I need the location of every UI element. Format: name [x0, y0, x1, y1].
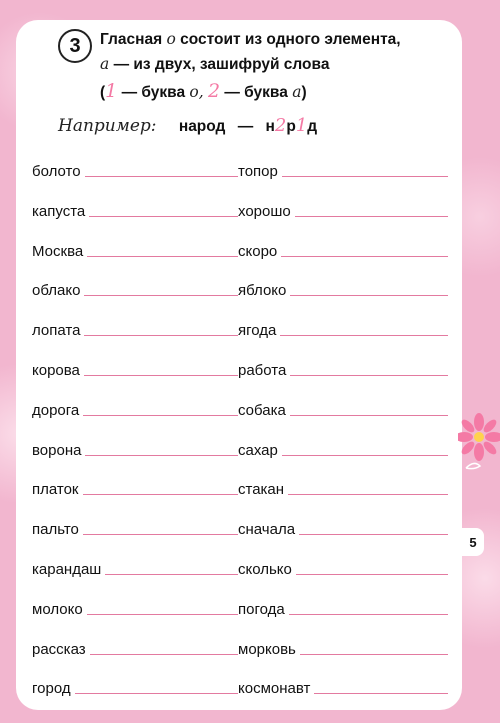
answer-line[interactable] [280, 335, 448, 336]
word-cell-left [32, 316, 238, 340]
word-label: собака [238, 401, 286, 419]
word-cell-left [32, 555, 238, 579]
word-cell-left [32, 475, 238, 499]
legend-text: — буква [224, 84, 288, 101]
answer-line[interactable] [83, 494, 239, 495]
word-cell-left [32, 635, 238, 659]
word-cell-left [32, 157, 238, 181]
answer-line[interactable] [299, 534, 448, 535]
word-row [30, 635, 450, 675]
word-label: болото [32, 163, 81, 180]
answer-line[interactable] [83, 534, 238, 535]
word-cell-left [32, 276, 238, 300]
word-cell-right [238, 356, 448, 380]
coded-letter: д [307, 118, 318, 135]
word-label: скоро [238, 242, 278, 260]
word-label: карандаш [32, 560, 102, 578]
instruction-text: Гласная [100, 31, 163, 48]
word-row [30, 515, 450, 555]
legend-letter-o: о, [189, 83, 204, 101]
coded-digit: 1 [295, 115, 308, 136]
word-cell-right [238, 396, 448, 420]
answer-line[interactable] [290, 375, 448, 376]
word-label: морковь [238, 640, 296, 658]
answer-line[interactable] [90, 654, 238, 655]
legend-letter-a: а [292, 83, 302, 101]
word-cell-right [238, 436, 448, 460]
answer-line[interactable] [87, 614, 238, 615]
word-label: сахар [238, 441, 278, 459]
answer-line[interactable] [289, 614, 448, 615]
word-label: хорошо [238, 202, 291, 220]
answer-line[interactable] [75, 693, 238, 694]
code-digit-2: 2 [207, 80, 221, 102]
answer-line[interactable] [83, 415, 238, 416]
answer-line[interactable] [295, 216, 448, 217]
instruction-line-2 [100, 57, 450, 82]
paren-open: ( [100, 84, 106, 101]
word-row [30, 316, 450, 356]
answer-line[interactable] [105, 574, 238, 575]
task-number-badge: 3 [58, 29, 92, 63]
answer-line[interactable] [281, 256, 448, 257]
answer-line[interactable] [296, 574, 448, 575]
word-label: платок [32, 481, 79, 499]
answer-line[interactable] [87, 256, 238, 257]
word-label: сколько [238, 560, 292, 578]
word-cell-right [238, 674, 448, 698]
word-label: ворона [32, 441, 82, 459]
word-label: корова [32, 361, 80, 379]
word-cell-right [238, 635, 448, 659]
word-cell-left [32, 237, 238, 261]
page-number: 5 [462, 528, 484, 556]
word-cell-left [32, 515, 238, 539]
example-line [58, 115, 317, 141]
coded-letter: н [265, 118, 275, 135]
letter-o: о [166, 30, 176, 48]
word-row [30, 475, 450, 515]
worksheet-card [16, 20, 462, 710]
word-label: облако [32, 282, 81, 300]
word-cell-left [32, 595, 238, 619]
word-row [30, 197, 450, 237]
answer-line[interactable] [314, 693, 448, 694]
word-row [30, 436, 450, 476]
answer-line[interactable] [84, 335, 238, 336]
word-cell-right [238, 515, 448, 539]
answer-line[interactable] [290, 415, 448, 416]
word-row [30, 555, 450, 595]
word-row [30, 595, 450, 635]
word-label: погода [238, 600, 285, 618]
answer-line[interactable] [85, 455, 238, 456]
coded-letter: р [286, 118, 296, 135]
instruction-text: — из двух, зашифруй слова [113, 56, 330, 73]
instruction-line-3 [100, 82, 450, 107]
word-cell-left [32, 356, 238, 380]
word-label: яблоко [238, 282, 287, 300]
answer-line[interactable] [290, 295, 448, 296]
word-cell-left [32, 197, 238, 221]
word-cell-right [238, 316, 448, 340]
word-label: лопата [32, 322, 81, 340]
example-word: народ [178, 118, 226, 135]
word-cell-right [238, 276, 448, 300]
word-cell-right [238, 197, 448, 221]
word-row [30, 237, 450, 277]
word-label: сначала [238, 521, 296, 539]
answer-line[interactable] [288, 494, 448, 495]
word-label: Москва [32, 242, 84, 260]
answer-line[interactable] [282, 176, 448, 177]
coded-digit: 2 [274, 115, 287, 136]
answer-line[interactable] [89, 216, 238, 217]
answer-line[interactable] [300, 654, 448, 655]
word-row [30, 276, 450, 316]
answer-line[interactable] [84, 295, 238, 296]
example-coded-word [265, 115, 318, 136]
word-row [30, 674, 450, 714]
word-cell-left [32, 674, 238, 698]
answer-line[interactable] [84, 375, 238, 376]
legend-text: — буква [121, 84, 186, 101]
word-label: рассказ [32, 640, 86, 658]
example-label: Например: [58, 116, 157, 136]
word-label: город [32, 680, 71, 698]
word-row [30, 157, 450, 197]
paren-close: ) [301, 84, 307, 101]
word-label: работа [238, 361, 287, 379]
answer-line[interactable] [282, 455, 448, 456]
instruction-text: состоит из одного элемента, [180, 31, 401, 48]
word-row [30, 396, 450, 436]
letter-a: а [100, 55, 110, 73]
task-instructions [100, 32, 450, 107]
word-cell-left [32, 396, 238, 420]
word-label: стакан [238, 481, 285, 499]
code-digit-1: 1 [105, 80, 118, 102]
word-label: космонавт [238, 680, 311, 698]
word-label: молоко [32, 600, 83, 618]
word-cell-right [238, 475, 448, 499]
flower-decoration-icon [458, 412, 500, 472]
word-cell-right [238, 595, 448, 619]
answer-line[interactable] [85, 176, 238, 177]
word-label: пальто [32, 521, 79, 539]
word-rows [30, 157, 450, 714]
word-label: ягода [238, 322, 277, 340]
instruction-line-1 [100, 32, 450, 57]
example-dash: — [237, 118, 254, 135]
word-cell-right [238, 157, 448, 181]
word-cell-right [238, 555, 448, 579]
word-label: дорога [32, 401, 80, 419]
word-row [30, 356, 450, 396]
word-cell-left [32, 436, 238, 460]
word-cell-right [238, 237, 448, 261]
word-label: топор [238, 163, 278, 180]
word-label: капуста [32, 202, 86, 220]
